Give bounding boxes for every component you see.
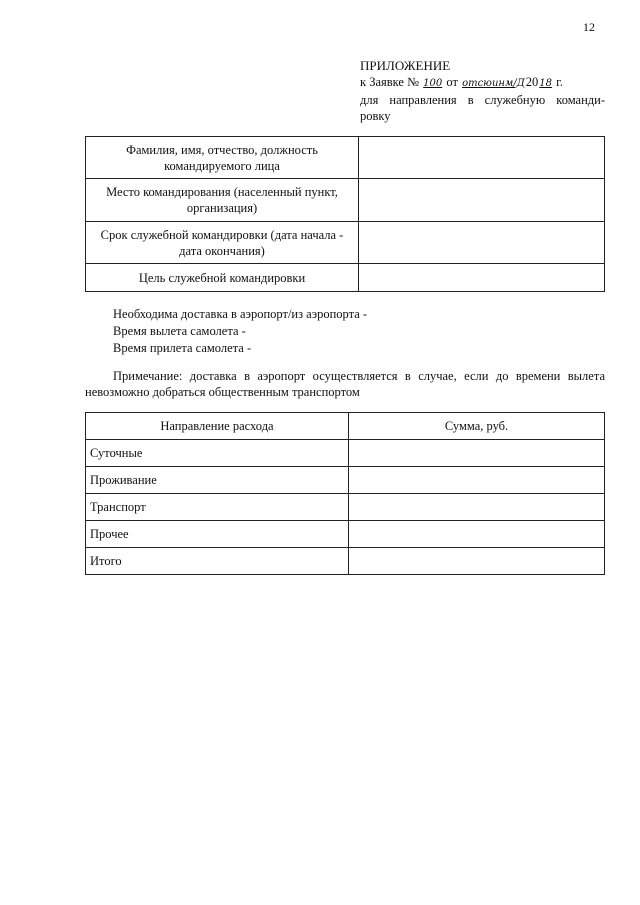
appendix-purpose-line-end: ровку xyxy=(360,109,391,123)
table-row xyxy=(86,467,605,494)
year-handwritten: 18 xyxy=(539,78,553,89)
appendix-header xyxy=(360,58,605,124)
row-value-name[interactable] xyxy=(359,137,605,179)
header-expense-type: Направление расхода xyxy=(86,413,349,440)
row-label-period: Срок служебной командировки (дата начала - дата окончания) xyxy=(86,222,359,264)
row-value-destination[interactable] xyxy=(359,179,605,222)
expense-table xyxy=(85,412,605,575)
appendix-purpose-line: для направления в служебную команди- xyxy=(360,93,605,107)
arrival-time-line: Время прилета самолета - xyxy=(113,341,252,355)
delivery-needed-line: Необходима доставка в аэропорт/из аэропорта - xyxy=(113,307,368,321)
year-prefix: 20 xyxy=(525,75,539,89)
appendix-title: ПРИЛОЖЕНИЕ xyxy=(360,58,451,73)
table-row xyxy=(86,548,605,575)
expense-label-transport: Транспорт xyxy=(86,494,349,521)
table-row xyxy=(86,179,605,222)
expense-value-total[interactable] xyxy=(349,548,605,575)
request-date: отсюинм/Д xyxy=(462,78,525,89)
airport-delivery-block xyxy=(113,306,367,357)
table-header-row xyxy=(86,413,605,440)
departure-time-line: Время вылета самолета - xyxy=(113,324,246,338)
table-row xyxy=(86,264,605,292)
table-row xyxy=(86,494,605,521)
appendix-request-line xyxy=(360,74,605,92)
delivery-note: Примечание: доставка в аэропорт осуществляется в случае, если до времени вылета невозможно добраться общественным транспортом xyxy=(85,369,605,399)
request-number: 100 xyxy=(423,78,443,89)
expense-value-per-diem[interactable] xyxy=(349,440,605,467)
table-row xyxy=(86,137,605,179)
table-row xyxy=(86,222,605,264)
expense-label-lodging: Проживание xyxy=(86,467,349,494)
header-amount: Сумма, руб. xyxy=(349,413,605,440)
row-value-purpose[interactable] xyxy=(359,264,605,292)
row-label-name: Фамилия, имя, отчество, должность командируемого лица xyxy=(86,137,359,179)
expense-label-per-diem: Суточные xyxy=(86,440,349,467)
row-label-purpose: Цель служебной командировки xyxy=(86,264,359,292)
table-row xyxy=(86,440,605,467)
trip-info-table xyxy=(85,136,605,292)
expense-label-other: Прочее xyxy=(86,521,349,548)
expense-label-total: Итого xyxy=(86,548,349,575)
page-number: 12 xyxy=(583,20,595,34)
request-from: от xyxy=(446,75,458,89)
request-prefix: к Заявке № xyxy=(360,75,420,89)
table-row xyxy=(86,521,605,548)
row-label-destination: Место командирования (населенный пункт, организация) xyxy=(86,179,359,222)
row-value-period[interactable] xyxy=(359,222,605,264)
year-suffix: г. xyxy=(556,75,563,89)
expense-value-other[interactable] xyxy=(349,521,605,548)
expense-value-lodging[interactable] xyxy=(349,467,605,494)
expense-value-transport[interactable] xyxy=(349,494,605,521)
